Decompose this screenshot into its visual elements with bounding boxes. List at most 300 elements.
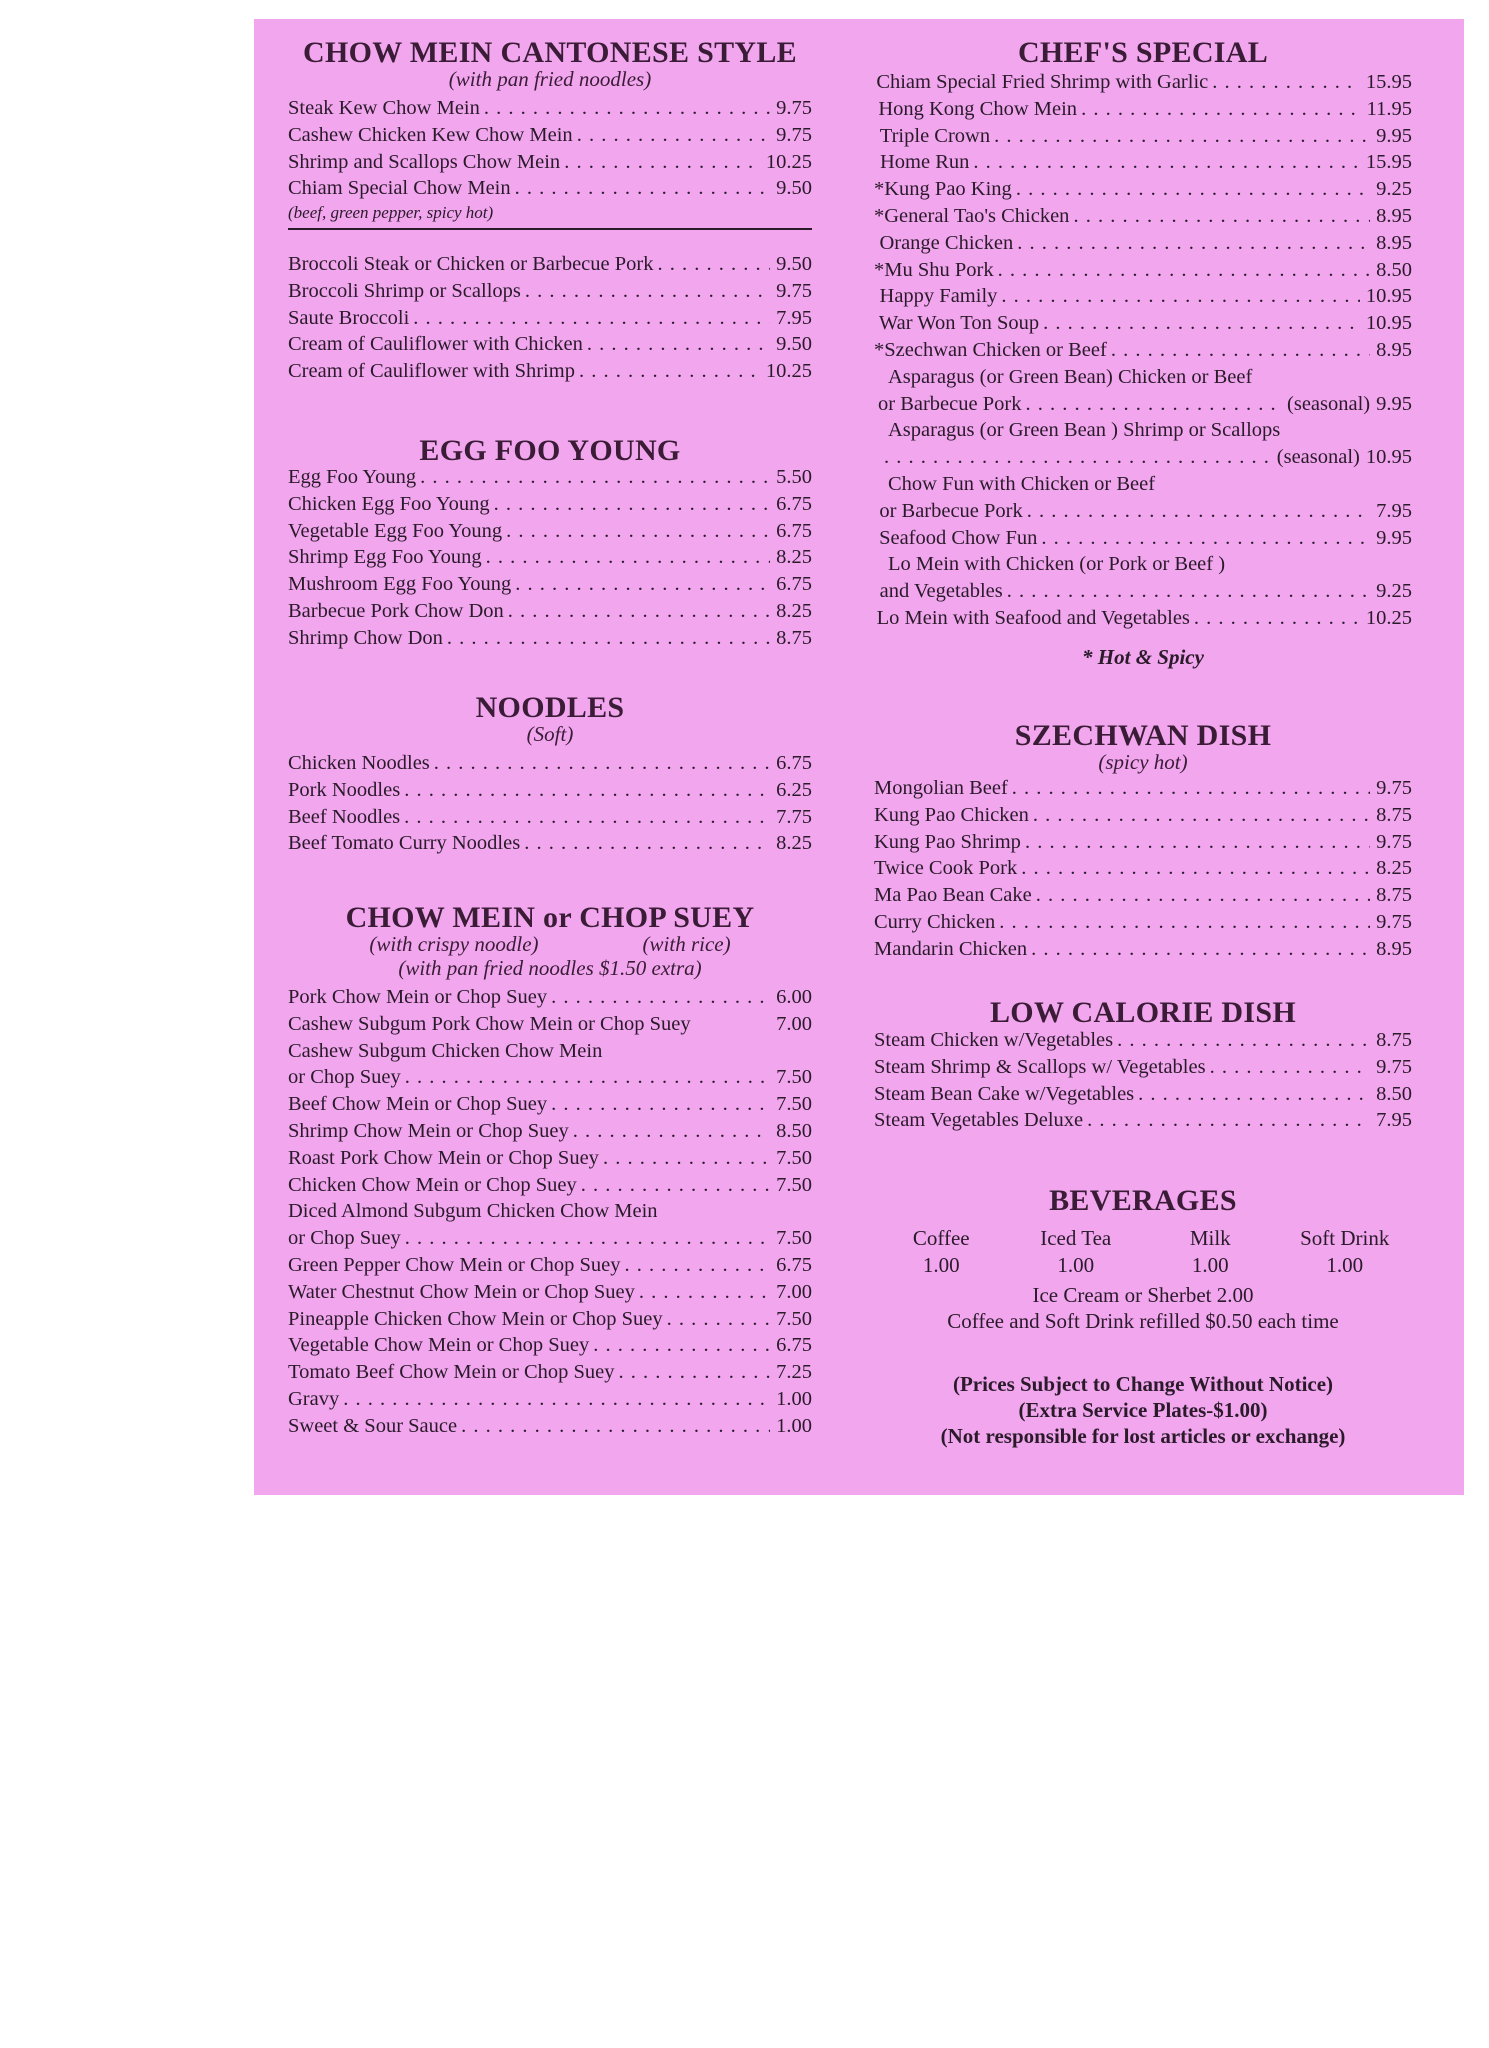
notice-prices: (Prices Subject to Change Without Notice) (952, 1372, 1334, 1396)
cantonese-items-2 (288, 251, 812, 385)
section-subtitle-cantonese: (with pan fried noodles) (448, 67, 652, 91)
menu-item-name: Pork Noodles (288, 778, 401, 801)
menu-item-name: Steam Bean Cake w/Vegetables (874, 1082, 1135, 1105)
menu-item-price: 9.75 (776, 279, 812, 302)
menu-item-row (288, 122, 812, 149)
menu-item-row (288, 358, 812, 385)
menu-item-row (874, 1081, 1412, 1108)
dot-leader (1134, 1081, 1370, 1108)
menu-item-row (874, 498, 1412, 525)
menu-item-name: Ma Pao Bean Cake (874, 884, 1032, 907)
menu-item-name: Chicken Noodles (288, 752, 430, 774)
menu-item-name: Szechwan Chicken or Beef (884, 338, 1107, 361)
dot-leader (1032, 882, 1370, 909)
menu-item-price: 10.95 (1365, 446, 1412, 469)
menu-item-row (288, 777, 812, 804)
menu-item-price: 6.25 (776, 778, 812, 801)
menu-item-row (874, 364, 1412, 391)
menu-item-name: Saute Broccoli (288, 306, 410, 329)
dot-leader (430, 750, 770, 777)
menu-item-row (874, 802, 1412, 829)
hot-spicy-note: * Hot & Spicy (1082, 645, 1204, 669)
menu-item-name: Steam Chicken w/Vegetables (874, 1029, 1114, 1051)
menu-item-price: 9.95 (1376, 392, 1412, 415)
dot-leader (589, 1332, 770, 1359)
menu-item-row (288, 1172, 812, 1199)
menu-item-price: 7.50 (776, 1066, 812, 1089)
dot-leader (1208, 69, 1360, 96)
menu-item-price: 7.50 (776, 1093, 812, 1116)
menu-item-price: 8.75 (1376, 1029, 1412, 1051)
dot-leader (635, 1279, 770, 1306)
menu-item-row (874, 882, 1412, 909)
menu-item-name: or Chop Suey (288, 1066, 401, 1089)
cantonese-note: (beef, green pepper, spicy hot) (288, 203, 494, 222)
menu-item-price: 8.25 (776, 832, 812, 855)
menu-item-row (288, 331, 812, 358)
spicy-marker: * (874, 258, 885, 281)
chefs-special-items (874, 69, 1412, 632)
dot-leader (400, 777, 770, 804)
dot-leader (504, 598, 770, 625)
menu-item-row (874, 149, 1412, 176)
menu-item-name: Mu Shu Pork (884, 258, 994, 281)
menu-item-name: Chiam Special Fried Shrimp with Garlic (876, 71, 1209, 93)
menu-item-price: 7.50 (776, 1173, 812, 1196)
menu-item-row (288, 830, 812, 857)
menu-item-row (874, 391, 1412, 418)
chop-suey-items (288, 984, 812, 1440)
menu-item-name: Tomato Beef Chow Mein or Chop Suey (288, 1361, 615, 1384)
menu-item-price: 6.75 (776, 519, 812, 542)
menu-item-price: 7.50 (776, 1146, 812, 1169)
menu-item-price: 8.50 (1376, 1082, 1412, 1105)
notice-plates: (Extra Service Plates-$1.00) (1018, 1398, 1268, 1422)
menu-item-name: Seafood Chow Fun (879, 526, 1038, 549)
dot-leader (443, 625, 770, 652)
menu-item-name: Mushroom Egg Foo Young (288, 573, 512, 596)
menu-item-row (288, 1413, 812, 1440)
dot-leader (880, 444, 1273, 471)
dot-leader (1107, 337, 1370, 364)
menu-item-price: 8.95 (1376, 338, 1412, 361)
menu-item-name: Cream of Cauliflower with Chicken (288, 333, 583, 356)
menu-item-name: Kung Pao Shrimp (874, 830, 1021, 853)
notice-lost-articles: (Not responsible for lost articles or exchange) (940, 1424, 1346, 1448)
menu-item-row (874, 605, 1412, 632)
menu-item-row (288, 491, 812, 518)
section-title-egg-foo-young: EGG FOO YOUNG (419, 434, 681, 467)
menu-item-row (874, 257, 1412, 284)
menu-item-price: 6.75 (776, 573, 812, 596)
menu-item-name: Green Pepper Chow Mein or Chop Suey (288, 1253, 621, 1276)
menu-item-name: Cashew Chicken Kew Chow Mein (288, 123, 573, 146)
menu-item-name: Kung Pao Chicken (874, 803, 1029, 826)
menu-sheet (254, 19, 1464, 1495)
refill-line: Coffee and Soft Drink refilled $0.50 each time (947, 1309, 1339, 1333)
section-title-szechwan: SZECHWAN DISH (1014, 719, 1272, 752)
menu-item-name: Lo Mein with Chicken (or Pork or Beef ) (888, 553, 1226, 576)
menu-item-price: 10.25 (1365, 606, 1412, 629)
menu-item-price: 8.50 (1376, 258, 1412, 281)
menu-item-price: 10.95 (1365, 285, 1412, 308)
menu-item-row (874, 578, 1412, 605)
menu-item-name: Sweet & Sour Sauce (288, 1414, 458, 1437)
menu-item-price: 8.25 (1376, 857, 1412, 880)
dot-leader (1027, 936, 1370, 963)
menu-item-row (288, 1064, 812, 1091)
menu-item-price: 9.50 (776, 333, 812, 356)
menu-item-row (288, 598, 812, 625)
menu-item-price: 9.95 (1376, 124, 1412, 147)
menu-item-price: 9.75 (776, 97, 812, 119)
menu-item-row (288, 305, 812, 332)
menu-item-price: 11.95 (1366, 97, 1412, 120)
menu-item-row (874, 525, 1412, 552)
dot-leader (994, 257, 1371, 284)
menu-item-name: or Barbecue Pork (879, 499, 1023, 522)
menu-item-name: Twice Cook Pork (874, 857, 1018, 880)
menu-item-row (874, 230, 1412, 257)
dot-leader (569, 1118, 770, 1145)
menu-item-row (288, 149, 812, 176)
spicy-marker: * (874, 204, 885, 227)
dot-leader (1206, 1054, 1371, 1081)
menu-item-row (874, 69, 1412, 96)
beverage-coffee: Coffee 1.00 (912, 1226, 970, 1277)
menu-item-row (288, 1225, 812, 1252)
menu-item-name: Shrimp and Scallops Chow Mein (288, 150, 561, 173)
menu-item-row (288, 95, 812, 122)
menu-item-name: Shrimp Chow Mein or Chop Suey (288, 1119, 569, 1142)
dot-leader (583, 331, 770, 358)
dot-leader (547, 1091, 770, 1118)
menu-item-row (874, 444, 1412, 471)
menu-item-row (288, 1386, 812, 1413)
dot-leader (1017, 855, 1370, 882)
menu-item-name: Beef Noodles (288, 805, 401, 828)
section-title-chop-suey: CHOW MEIN or CHOP SUEY (345, 901, 755, 934)
menu-item-price: 10.95 (1365, 312, 1412, 335)
dot-leader (1013, 230, 1370, 257)
menu-item-price: 6.75 (776, 492, 812, 515)
menu-item-name: Broccoli Shrimp or Scallops (288, 279, 521, 302)
menu-item-row (874, 417, 1412, 444)
dot-leader (621, 1252, 771, 1279)
menu-item-row (874, 1027, 1412, 1054)
menu-item-price: 9.50 (776, 177, 812, 200)
section-subtitle-chop-suey-2: (with pan fried noodles $1.50 extra) (398, 956, 702, 980)
egg-foo-young-items (288, 464, 812, 652)
dot-leader (511, 175, 770, 202)
menu-item-price: 15.95 (1365, 71, 1412, 93)
dot-leader (401, 1225, 770, 1252)
menu-item-row (288, 1198, 812, 1225)
menu-item-name: and Vegetables (879, 580, 1003, 603)
menu-item-name: or Chop Suey (288, 1227, 401, 1250)
menu-item-name: Beef Chow Mein or Chop Suey (288, 1093, 548, 1116)
dot-leader (457, 1413, 770, 1440)
dot-leader (1029, 802, 1370, 829)
dot-leader (663, 1306, 770, 1333)
menu-item-name: Chow Fun with Chicken or Beef (888, 472, 1156, 495)
menu-item-row (288, 1145, 812, 1172)
menu-item-price: 8.95 (1376, 204, 1412, 227)
dot-leader (1021, 829, 1370, 856)
menu-item-price: 9.95 (1376, 526, 1412, 549)
menu-item-name: Steak Kew Chow Mein (288, 97, 480, 119)
section-title-noodles: NOODLES (475, 691, 625, 724)
dot-leader (482, 544, 770, 571)
dot-leader (1021, 391, 1283, 418)
section-title-low-calorie: LOW CALORIE DISH (990, 996, 1296, 1029)
dot-leader (653, 251, 770, 278)
menu-item-row (288, 1011, 812, 1038)
menu-item-price: 9.75 (1376, 1055, 1412, 1078)
menu-item-price: 7.50 (776, 1227, 812, 1250)
dot-leader (490, 491, 771, 518)
ice-cream-line: Ice Cream or Sherbet 2.00 (1032, 1283, 1254, 1307)
menu-item-name: Orange Chicken (879, 231, 1014, 254)
menu-item-row (288, 518, 812, 545)
menu-item-price: 1.00 (776, 1387, 812, 1410)
menu-item-name: Diced Almond Subgum Chicken Chow Mein (288, 1200, 658, 1223)
menu-item-row (874, 471, 1412, 498)
menu-item-name: Cream of Cauliflower with Shrimp (288, 360, 575, 383)
section-subtitle-szechwan: (spicy hot) (1098, 750, 1188, 774)
menu-item-name: Vegetable Egg Foo Young (288, 519, 503, 542)
section-title-beverages: BEVERAGES (1049, 1184, 1237, 1217)
menu-item-name: Kung Pao King (884, 178, 1012, 201)
dot-leader (521, 278, 770, 305)
menu-item-row (874, 1107, 1412, 1134)
szechwan-items (874, 775, 1412, 963)
menu-item-name: Mongolian Beef (874, 777, 1008, 799)
noodles-items (288, 750, 812, 857)
menu-item-price: 5.50 (776, 466, 812, 488)
menu-item-price: 10.25 (765, 150, 812, 173)
menu-item-price: 7.50 (776, 1307, 812, 1330)
menu-item-row (874, 310, 1412, 337)
menu-item-price: 8.75 (1376, 803, 1412, 826)
menu-item-name: General Tao's Chicken (884, 204, 1070, 227)
menu-item-row (874, 775, 1412, 802)
dot-leader (599, 1145, 770, 1172)
menu-item-name: Pineapple Chicken Chow Mein or Chop Suey (288, 1307, 663, 1330)
menu-item-name: Asparagus (or Green Bean ) Shrimp or Scallops (888, 419, 1281, 442)
dot-leader (339, 1386, 770, 1413)
menu-item-price: 7.25 (776, 1361, 812, 1384)
dot-leader (1008, 775, 1370, 802)
menu-item-name: Vegetable Chow Mein or Chop Suey (288, 1334, 590, 1357)
dot-leader (1077, 96, 1361, 123)
menu-item-name: Water Chestnut Chow Mein or Chop Suey (288, 1280, 635, 1303)
menu-item-name: Steam Vegetables Deluxe (874, 1109, 1084, 1132)
dot-leader (969, 149, 1360, 176)
menu-item-name: Steam Shrimp & Scallops w/ Vegetables (874, 1055, 1206, 1078)
dot-leader (502, 518, 770, 545)
menu-item-name: Gravy (288, 1387, 340, 1410)
menu-item-row (874, 123, 1412, 150)
menu-item-row (288, 1091, 812, 1118)
menu-item-price: 9.25 (1376, 178, 1412, 201)
dot-leader (400, 804, 770, 831)
menu-item-name: Cashew Subgum Pork Chow Mein or Chop Suey (288, 1012, 691, 1035)
menu-item-price: 9.75 (1376, 777, 1412, 799)
dot-leader (573, 122, 770, 149)
dot-leader (1039, 310, 1360, 337)
menu-item-row (874, 203, 1412, 230)
menu-item-price: 7.00 (776, 1280, 812, 1303)
menu-item-price: 6.75 (776, 1253, 812, 1276)
menu-item-note: (seasonal) (1287, 392, 1371, 415)
menu-item-price: 6.75 (776, 1334, 812, 1357)
section-title-cantonese: CHOW MEIN CANTONESE STYLE (302, 36, 797, 69)
menu-item-price: 7.95 (1376, 1109, 1412, 1132)
menu-item-name: Chicken Chow Mein or Chop Suey (288, 1173, 577, 1196)
menu-item-row (288, 1038, 812, 1065)
dot-leader (1012, 176, 1370, 203)
menu-item-price: 7.75 (776, 805, 812, 828)
dot-leader (511, 571, 770, 598)
section-title-chefs-special: CHEF'S SPECIAL (1017, 36, 1269, 69)
cantonese-items (288, 95, 812, 202)
menu-item-price: 9.75 (776, 123, 812, 146)
dot-leader (615, 1359, 771, 1386)
menu-item-row (288, 1306, 812, 1333)
menu-item-row (288, 464, 812, 491)
menu-item-price: 8.75 (1376, 884, 1412, 907)
section-subtitle-chop-suey: (with crispy noodle) (with rice) (369, 932, 731, 956)
menu-item-row (874, 936, 1412, 963)
menu-item-price: 15.95 (1365, 151, 1412, 174)
menu-item-price: 7.95 (776, 306, 812, 329)
dot-leader (401, 1064, 770, 1091)
menu-item-row (288, 804, 812, 831)
dot-leader (995, 909, 1370, 936)
beverage-soft-drink: Soft Drink 1.00 (1300, 1226, 1390, 1277)
menu-item-price: 8.95 (1376, 231, 1412, 254)
dot-leader (409, 305, 770, 332)
dot-leader (577, 1172, 770, 1199)
menu-item-row (288, 1252, 812, 1279)
menu-item-name: War Won Ton Soup (878, 312, 1040, 335)
menu-item-row (288, 1332, 812, 1359)
menu-item-name: Pork Chow Mein or Chop Suey (288, 986, 548, 1008)
beverage-iced-tea: Iced Tea 1.00 (1040, 1226, 1112, 1277)
menu-item-row (874, 176, 1412, 203)
menu-item-name: Chicken Egg Foo Young (288, 492, 490, 515)
menu-item-name: Egg Foo Young (288, 466, 417, 488)
menu-item-row (874, 1054, 1412, 1081)
menu-item-name: Barbecue Pork Chow Don (288, 599, 504, 622)
menu-item-name: Shrimp Egg Foo Young (288, 546, 482, 569)
menu-item-row (288, 625, 812, 652)
menu-item-price: 7.00 (776, 1012, 812, 1035)
menu-item-row (288, 544, 812, 571)
menu-item-price: 8.25 (776, 599, 812, 622)
menu-item-price: 7.95 (1376, 499, 1412, 522)
dot-leader (990, 123, 1370, 150)
spicy-marker: * (874, 338, 885, 361)
menu-item-row (288, 1118, 812, 1145)
menu-item-name: Happy Family (879, 285, 998, 308)
dot-leader (1069, 203, 1370, 230)
menu-item-row (288, 278, 812, 305)
beverage-milk: Milk 1.00 (1189, 1226, 1231, 1277)
menu-item-price: 6.75 (776, 752, 812, 774)
menu-item-name: Triple Crown (879, 124, 991, 147)
dot-leader (547, 984, 770, 1011)
menu-item-row (288, 571, 812, 598)
menu-item-name: Shrimp Chow Don (288, 626, 443, 649)
menu-item-price: 8.75 (776, 626, 812, 649)
dot-leader (520, 830, 770, 857)
dot-leader (1083, 1107, 1370, 1134)
menu-item-price: 9.75 (1376, 830, 1412, 853)
menu-item-price: 1.00 (776, 1414, 812, 1437)
menu-item-name: Chiam Special Chow Mein (288, 177, 511, 200)
menu-item-name: Lo Mein with Seafood and Vegetables (876, 606, 1190, 629)
menu-item-name: Asparagus (or Green Bean) Chicken or Beef (888, 365, 1253, 388)
dot-leader (1190, 605, 1360, 632)
dot-leader (416, 464, 770, 491)
menu-item-name: Curry Chicken (874, 910, 996, 933)
menu-item-row (288, 750, 812, 777)
menu-item-name: Cashew Subgum Chicken Chow Mein (288, 1039, 603, 1062)
beverage-grid (874, 1225, 1412, 1279)
dot-leader (1023, 498, 1370, 525)
menu-item-row (874, 909, 1412, 936)
menu-item-name: Roast Pork Chow Mein or Chop Suey (288, 1146, 599, 1169)
menu-item-row (288, 1279, 812, 1306)
menu-item-row (874, 283, 1412, 310)
menu-item-row (874, 855, 1412, 882)
dot-leader (480, 95, 770, 122)
dot-leader (575, 358, 760, 385)
menu-item-name: Beef Tomato Curry Noodles (288, 832, 521, 855)
menu-item-name: Hong Kong Chow Mein (878, 97, 1078, 120)
menu-item-row (874, 551, 1412, 578)
section-subtitle-noodles: (Soft) (526, 722, 574, 746)
dot-leader (997, 283, 1359, 310)
spicy-marker: * (874, 178, 885, 201)
menu-item-price: 6.00 (776, 986, 812, 1008)
divider (288, 228, 812, 230)
menu-item-row (288, 984, 812, 1011)
menu-item-price: 10.25 (765, 360, 812, 383)
menu-item-name: Home Run (879, 151, 970, 174)
menu-item-row (288, 175, 812, 202)
menu-item-price: 9.25 (1376, 580, 1412, 603)
menu-item-row (874, 96, 1412, 123)
menu-item-price: 8.95 (1376, 937, 1412, 960)
menu-item-row (874, 337, 1412, 364)
dot-leader (560, 149, 760, 176)
menu-item-price: 9.75 (1376, 910, 1412, 933)
dot-leader (1113, 1027, 1370, 1054)
menu-item-row (874, 829, 1412, 856)
menu-item-row (288, 251, 812, 278)
dot-leader (1003, 578, 1370, 605)
menu-item-name: Mandarin Chicken (874, 937, 1028, 960)
menu-item-name: Broccoli Steak or Chicken or Barbecue Pork (288, 253, 654, 275)
dot-leader (1037, 525, 1370, 552)
menu-item-price: 8.25 (776, 546, 812, 569)
menu-item-row (288, 1359, 812, 1386)
menu-item-name: or Barbecue Pork (878, 392, 1022, 415)
low-calorie-items (874, 1027, 1412, 1134)
